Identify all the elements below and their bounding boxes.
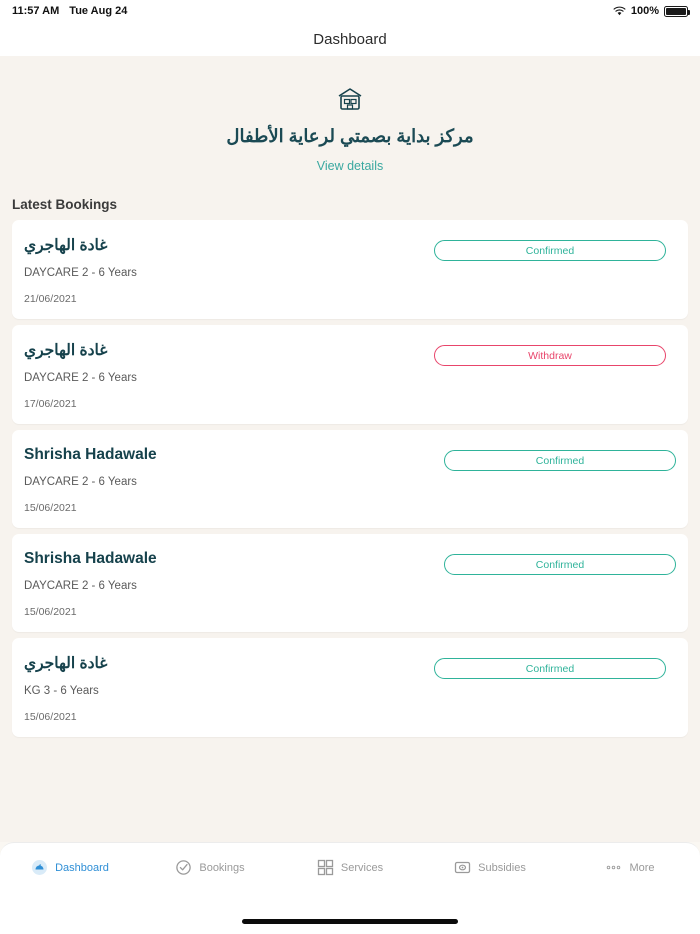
tab-services[interactable] — [280, 859, 420, 876]
booking-date: 17/06/2021 — [24, 398, 77, 410]
status-badge[interactable]: Confirmed — [434, 240, 666, 261]
battery-icon — [664, 6, 688, 17]
grid-icon — [317, 859, 334, 876]
status-date: Tue Aug 24 — [69, 5, 128, 17]
tab-label: Subsidies — [478, 861, 526, 874]
home-indicator[interactable] — [242, 919, 458, 924]
booking-card[interactable] — [12, 430, 688, 528]
booking-program: DAYCARE 2 - 6 Years — [24, 267, 137, 279]
center-name: مركز بداية بصمتي لرعاية الأطفال — [226, 126, 474, 146]
booking-date: 21/06/2021 — [24, 293, 77, 305]
main-content — [0, 56, 700, 842]
battery-percent: 100% — [630, 5, 659, 17]
booking-card[interactable] — [12, 534, 688, 632]
tab-more[interactable] — [560, 859, 700, 876]
tab-label: More — [629, 861, 655, 874]
booking-card[interactable] — [12, 638, 688, 737]
status-bar-left — [12, 5, 127, 17]
dashboard-icon — [31, 859, 48, 876]
section-title-latest-bookings: Latest Bookings — [12, 197, 118, 212]
status-bar-right — [613, 5, 688, 17]
booking-child-name: Shrisha Hadawale — [24, 550, 157, 567]
center-header — [0, 56, 700, 187]
booking-program: DAYCARE 2 - 6 Years — [24, 476, 137, 488]
booking-program: DAYCARE 2 - 6 Years — [24, 372, 137, 384]
tab-bar — [0, 842, 700, 908]
booking-card[interactable] — [12, 325, 688, 424]
booking-child-name: غادة الهاجري — [24, 237, 108, 254]
bookings-list — [0, 220, 700, 737]
booking-card[interactable] — [12, 220, 688, 319]
navigation-bar — [0, 22, 700, 56]
booking-child-name: Shrisha Hadawale — [24, 446, 157, 463]
booking-child-name: غادة الهاجري — [24, 342, 108, 359]
status-bar — [0, 0, 700, 22]
booking-date: 15/06/2021 — [24, 502, 77, 514]
wifi-icon — [613, 6, 626, 16]
tab-label: Services — [340, 861, 384, 874]
more-dots-icon — [605, 859, 622, 876]
check-circle-icon — [175, 859, 192, 876]
status-badge[interactable]: Confirmed — [444, 450, 676, 471]
tab-subsidies[interactable] — [420, 859, 560, 876]
page-title: Dashboard — [313, 30, 387, 48]
booking-date: 15/06/2021 — [24, 711, 77, 723]
status-badge[interactable]: Confirmed — [444, 554, 676, 575]
status-time: 11:57 AM — [12, 5, 60, 17]
status-badge[interactable]: Confirmed — [434, 658, 666, 679]
booking-program: KG 3 - 6 Years — [24, 685, 99, 697]
daycare-building-icon — [335, 86, 365, 112]
tab-dashboard[interactable] — [0, 859, 140, 876]
view-details-link[interactable]: View details — [316, 159, 384, 173]
tab-label: Dashboard — [55, 861, 109, 874]
subsidy-icon — [454, 859, 471, 876]
booking-program: DAYCARE 2 - 6 Years — [24, 580, 137, 592]
home-indicator-area — [0, 908, 700, 934]
booking-date: 15/06/2021 — [24, 606, 77, 618]
tab-label: Bookings — [199, 861, 245, 874]
booking-child-name: غادة الهاجري — [24, 655, 108, 672]
tab-bookings[interactable] — [140, 859, 280, 876]
withdraw-button[interactable]: Withdraw — [434, 345, 666, 366]
